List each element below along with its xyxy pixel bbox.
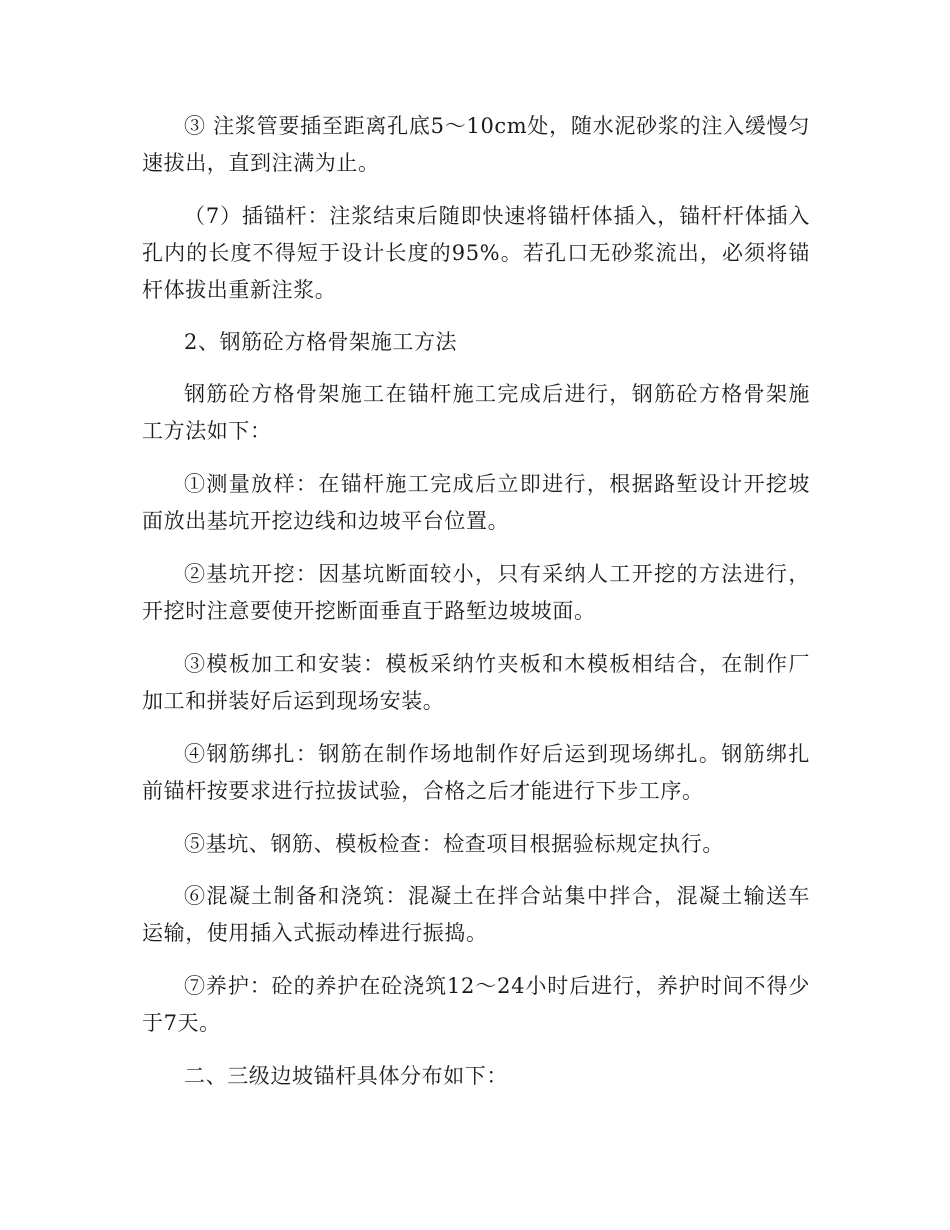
section-heading-grid-frame: 2、钢筋砼方格骨架施工方法 — [184, 330, 458, 354]
paragraph-step-excavation: ②基坑开挖：因基坑断面较小，只有采纳人工开挖的方法进行，开挖时注意要使开挖断面垂直于路堑边坡坡面。 — [142, 562, 810, 623]
paragraph-step-surveying: ①测量放样：在锚杆施工完成后立即进行，根据路堑设计开挖坡面放出基坑开挖边线和边坡平台位置。 — [142, 472, 810, 533]
paragraph-step-formwork: ③模板加工和安装：模板采纳竹夹板和木模板相结合，在制作厂加工和拼装好后运到现场安装。 — [142, 652, 810, 713]
paragraph-step-inspection: ⑤基坑、钢筋、模板检查：检查项目根据验标规定执行。 — [184, 832, 724, 856]
paragraph-anchor-distribution: 二、三级边坡锚杆具体分布如下： — [184, 1064, 508, 1088]
paragraph-grid-frame-intro: 钢筋砼方格骨架施工在锚杆施工完成后进行，钢筋砼方格骨架施工方法如下： — [142, 382, 810, 443]
paragraph-step-rebar: ④钢筋绑扎：钢筋在制作场地制作好后运到现场绑扎。钢筋绑扎前锚杆按要求进行拉拔试验，合格之后才能进行下步工序。 — [142, 742, 810, 803]
paragraph-insert-anchor: （7）插锚杆：注浆结束后随即快速将锚杆体插入，锚杆杆体插入孔内的长度不得短于设计长度的95%。若孔口无砂浆流出，必须将锚杆体拔出重新注浆。 — [142, 204, 810, 302]
paragraph-grout-pipe: ③ 注浆管要插至距离孔底5～10cm处，随水泥砂浆的注入缓慢匀速拔出，直到注满为止。 — [142, 114, 810, 175]
paragraph-step-curing: ⑦养护：砼的养护在砼浇筑12～24小时后进行，养护时间不得少于7天。 — [142, 974, 810, 1035]
paragraph-step-concrete: ⑥混凝土制备和浇筑：混凝土在拌合站集中拌合，混凝土输送车运输，使用插入式振动棒进行振捣。 — [142, 884, 810, 945]
